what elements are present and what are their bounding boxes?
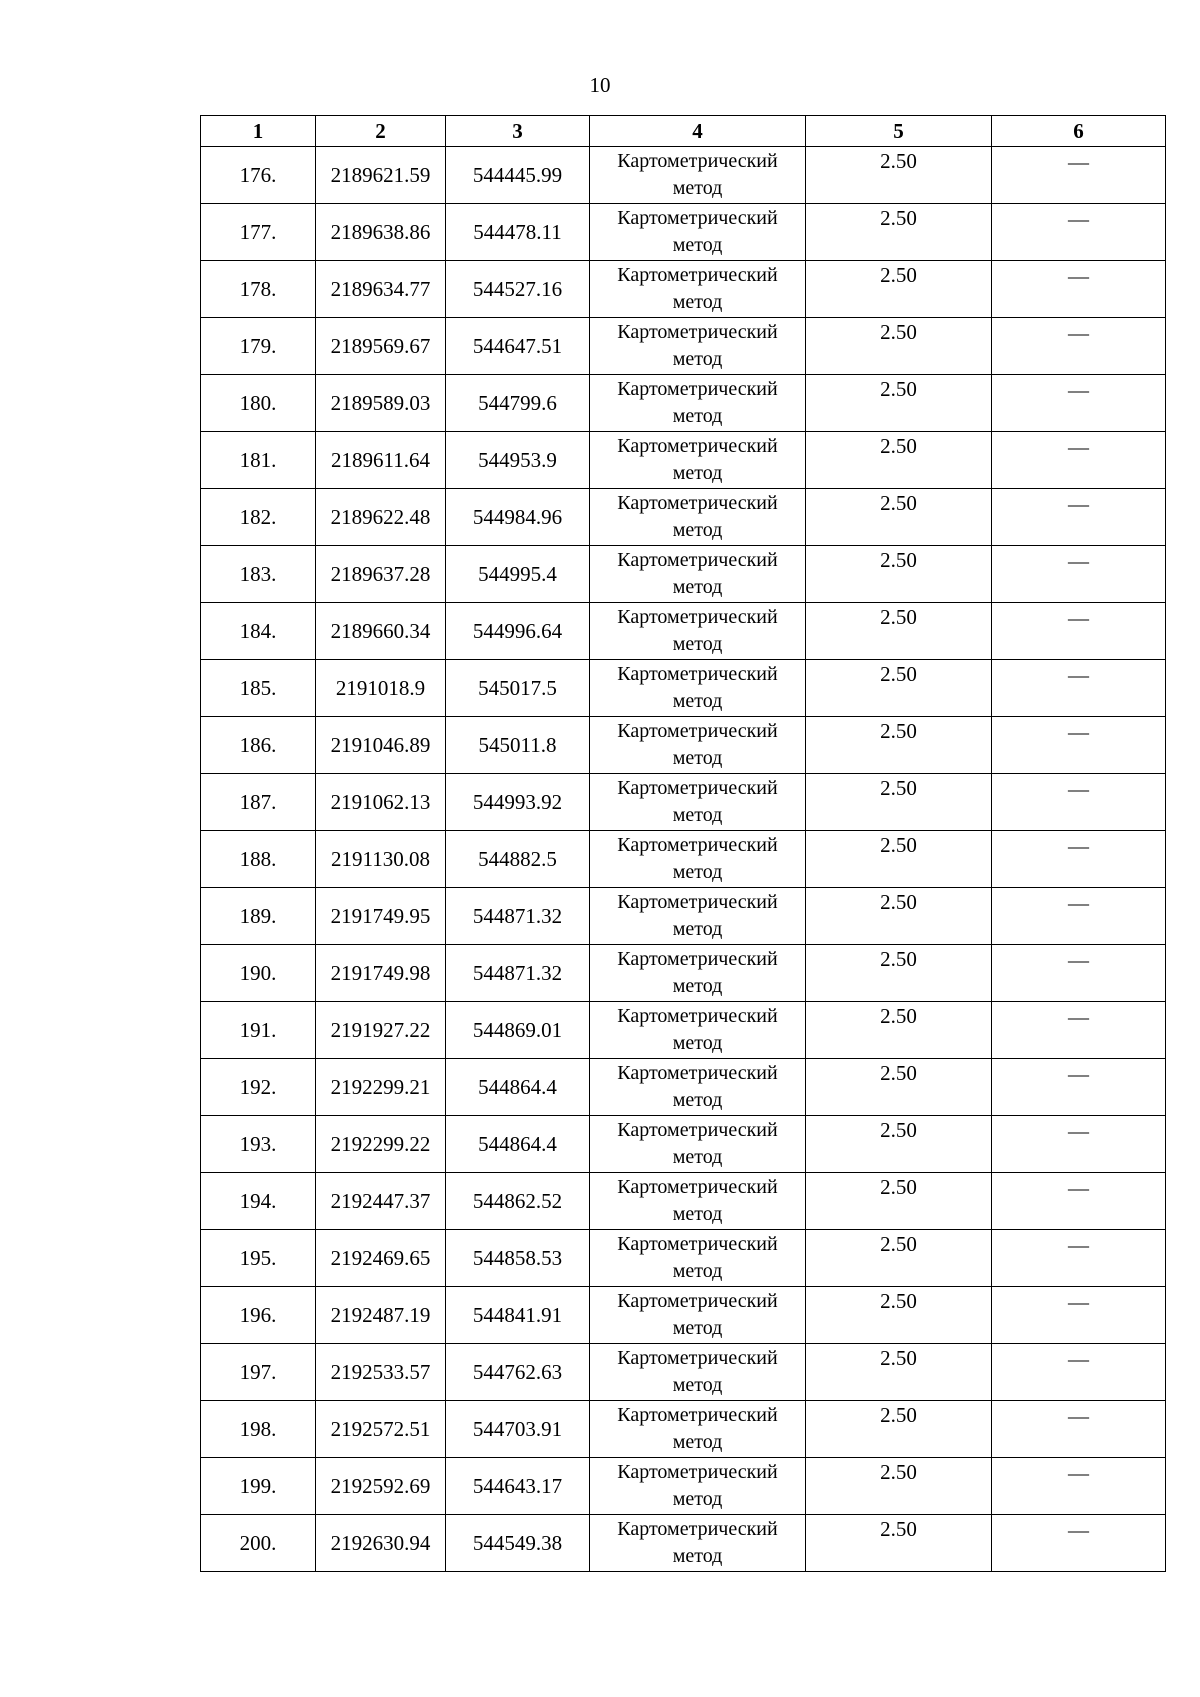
method-line-2: метод (672, 918, 723, 940)
method-line-2: метод (672, 1203, 723, 1225)
x-coordinate-cell: 2192592.69 (316, 1458, 446, 1515)
point-number-cell: 184. (201, 603, 316, 660)
accuracy-cell: 2.50 (806, 489, 992, 546)
point-number-cell: 191. (201, 1002, 316, 1059)
method-cell (590, 603, 806, 660)
description-cell: — (992, 546, 1166, 603)
method-line-2: метод (672, 690, 723, 712)
description-cell: — (992, 888, 1166, 945)
table-row (201, 831, 1166, 888)
point-number-cell: 192. (201, 1059, 316, 1116)
y-coordinate-cell: 544995.4 (446, 546, 590, 603)
method-line-2: метод (672, 1146, 723, 1168)
method-line-1: Картометрический (617, 1062, 778, 1084)
table-row (201, 147, 1166, 204)
description-cell: — (992, 261, 1166, 318)
accuracy-cell: 2.50 (806, 1458, 992, 1515)
table-row (201, 375, 1166, 432)
table-row (201, 660, 1166, 717)
method-line-1: Картометрический (617, 663, 778, 685)
accuracy-cell: 2.50 (806, 831, 992, 888)
y-coordinate-cell: 544647.51 (446, 318, 590, 375)
method-line-2: метод (672, 405, 723, 427)
x-coordinate-cell: 2189634.77 (316, 261, 446, 318)
y-coordinate-cell: 544478.11 (446, 204, 590, 261)
y-coordinate-cell: 544527.16 (446, 261, 590, 318)
x-coordinate-cell: 2192299.22 (316, 1116, 446, 1173)
method-cell (590, 1230, 806, 1287)
x-coordinate-cell: 2189638.86 (316, 204, 446, 261)
description-cell: — (992, 204, 1166, 261)
accuracy-cell: 2.50 (806, 1116, 992, 1173)
method-cell (590, 717, 806, 774)
table-row (201, 1116, 1166, 1173)
column-header-4: 4 (590, 116, 806, 147)
y-coordinate-cell: 544799.6 (446, 375, 590, 432)
y-coordinate-cell: 544841.91 (446, 1287, 590, 1344)
description-cell: — (992, 1173, 1166, 1230)
y-coordinate-cell: 544864.4 (446, 1116, 590, 1173)
method-line-2: метод (672, 633, 723, 655)
table-row (201, 1059, 1166, 1116)
method-line-2: метод (672, 348, 723, 370)
method-cell (590, 1116, 806, 1173)
description-cell: — (992, 1116, 1166, 1173)
table-row (201, 888, 1166, 945)
x-coordinate-cell: 2191130.08 (316, 831, 446, 888)
x-coordinate-cell: 2191062.13 (316, 774, 446, 831)
description-cell: — (992, 1059, 1166, 1116)
point-number-cell: 177. (201, 204, 316, 261)
method-line-2: метод (672, 1488, 723, 1510)
point-number-cell: 189. (201, 888, 316, 945)
x-coordinate-cell: 2189621.59 (316, 147, 446, 204)
method-line-1: Картометрический (617, 1119, 778, 1141)
method-line-1: Картометрический (617, 150, 778, 172)
table-row (201, 1344, 1166, 1401)
method-line-1: Картометрический (617, 777, 778, 799)
table-row (201, 945, 1166, 1002)
method-line-2: метод (672, 1032, 723, 1054)
point-number-cell: 182. (201, 489, 316, 546)
y-coordinate-cell: 544862.52 (446, 1173, 590, 1230)
point-number-cell: 179. (201, 318, 316, 375)
column-header-1: 1 (201, 116, 316, 147)
method-line-2: метод (672, 177, 723, 199)
method-cell (590, 888, 806, 945)
accuracy-cell: 2.50 (806, 1230, 992, 1287)
method-cell (590, 945, 806, 1002)
method-line-2: метод (672, 1545, 723, 1567)
accuracy-cell: 2.50 (806, 1002, 992, 1059)
point-number-cell: 194. (201, 1173, 316, 1230)
method-cell (590, 375, 806, 432)
table-row (201, 717, 1166, 774)
x-coordinate-cell: 2192572.51 (316, 1401, 446, 1458)
method-cell (590, 261, 806, 318)
x-coordinate-cell: 2192533.57 (316, 1344, 446, 1401)
method-cell (590, 1344, 806, 1401)
description-cell: — (992, 945, 1166, 1002)
point-number-cell: 196. (201, 1287, 316, 1344)
method-cell (590, 1515, 806, 1572)
method-cell (590, 204, 806, 261)
point-number-cell: 187. (201, 774, 316, 831)
method-cell (590, 774, 806, 831)
accuracy-cell: 2.50 (806, 945, 992, 1002)
table-header (201, 116, 1166, 147)
y-coordinate-cell: 544996.64 (446, 603, 590, 660)
description-cell: — (992, 1458, 1166, 1515)
table-row (201, 1401, 1166, 1458)
accuracy-cell: 2.50 (806, 318, 992, 375)
method-line-1: Картометрический (617, 264, 778, 286)
y-coordinate-cell: 545017.5 (446, 660, 590, 717)
x-coordinate-cell: 2189589.03 (316, 375, 446, 432)
method-cell (590, 1458, 806, 1515)
method-line-1: Картометрический (617, 1404, 778, 1426)
accuracy-cell: 2.50 (806, 432, 992, 489)
accuracy-cell: 2.50 (806, 1515, 992, 1572)
table-row (201, 1458, 1166, 1515)
description-cell: — (992, 1344, 1166, 1401)
description-cell: — (992, 318, 1166, 375)
method-line-2: метод (672, 747, 723, 769)
method-line-1: Картометрический (617, 606, 778, 628)
description-cell: — (992, 1401, 1166, 1458)
method-cell (590, 147, 806, 204)
accuracy-cell: 2.50 (806, 1059, 992, 1116)
point-number-cell: 190. (201, 945, 316, 1002)
y-coordinate-cell: 544871.32 (446, 888, 590, 945)
method-line-2: метод (672, 576, 723, 598)
method-line-2: метод (672, 234, 723, 256)
x-coordinate-cell: 2192630.94 (316, 1515, 446, 1572)
accuracy-cell: 2.50 (806, 261, 992, 318)
table-row (201, 204, 1166, 261)
method-line-1: Картометрический (617, 834, 778, 856)
point-number-cell: 198. (201, 1401, 316, 1458)
x-coordinate-cell: 2189637.28 (316, 546, 446, 603)
column-header-5: 5 (806, 116, 992, 147)
method-line-2: метод (672, 975, 723, 997)
method-line-1: Картометрический (617, 1461, 778, 1483)
method-cell (590, 831, 806, 888)
method-line-2: метод (672, 1317, 723, 1339)
method-line-1: Картометрический (617, 492, 778, 514)
method-line-1: Картометрический (617, 1518, 778, 1540)
x-coordinate-cell: 2192487.19 (316, 1287, 446, 1344)
accuracy-cell: 2.50 (806, 603, 992, 660)
method-line-1: Картометрический (617, 1176, 778, 1198)
y-coordinate-cell: 544445.99 (446, 147, 590, 204)
description-cell: — (992, 717, 1166, 774)
coordinates-table (200, 115, 1166, 1572)
table-row (201, 261, 1166, 318)
description-cell: — (992, 1287, 1166, 1344)
point-number-cell: 180. (201, 375, 316, 432)
x-coordinate-cell: 2192469.65 (316, 1230, 446, 1287)
description-cell: — (992, 1515, 1166, 1572)
method-cell (590, 660, 806, 717)
accuracy-cell: 2.50 (806, 204, 992, 261)
method-line-2: метод (672, 861, 723, 883)
method-line-2: метод (672, 519, 723, 541)
y-coordinate-cell: 544864.4 (446, 1059, 590, 1116)
method-cell (590, 1002, 806, 1059)
y-coordinate-cell: 544953.9 (446, 432, 590, 489)
accuracy-cell: 2.50 (806, 660, 992, 717)
x-coordinate-cell: 2189569.67 (316, 318, 446, 375)
table-row (201, 546, 1166, 603)
table-row (201, 774, 1166, 831)
accuracy-cell: 2.50 (806, 147, 992, 204)
description-cell: — (992, 660, 1166, 717)
table-row (201, 1002, 1166, 1059)
method-line-2: метод (672, 804, 723, 826)
method-line-1: Картометрический (617, 378, 778, 400)
method-line-1: Картометрический (617, 1005, 778, 1027)
point-number-cell: 193. (201, 1116, 316, 1173)
accuracy-cell: 2.50 (806, 1344, 992, 1401)
point-number-cell: 183. (201, 546, 316, 603)
method-cell (590, 318, 806, 375)
y-coordinate-cell: 544882.5 (446, 831, 590, 888)
method-line-1: Картометрический (617, 207, 778, 229)
point-number-cell: 176. (201, 147, 316, 204)
point-number-cell: 197. (201, 1344, 316, 1401)
description-cell: — (992, 375, 1166, 432)
method-line-1: Картометрический (617, 1233, 778, 1255)
description-cell: — (992, 603, 1166, 660)
method-cell (590, 1287, 806, 1344)
description-cell: — (992, 1002, 1166, 1059)
table-row (201, 1230, 1166, 1287)
y-coordinate-cell: 544549.38 (446, 1515, 590, 1572)
accuracy-cell: 2.50 (806, 774, 992, 831)
accuracy-cell: 2.50 (806, 1401, 992, 1458)
method-line-2: метод (672, 1431, 723, 1453)
y-coordinate-cell: 544984.96 (446, 489, 590, 546)
table-row (201, 1173, 1166, 1230)
x-coordinate-cell: 2189611.64 (316, 432, 446, 489)
x-coordinate-cell: 2189660.34 (316, 603, 446, 660)
page-number: 10 (589, 73, 611, 97)
method-cell (590, 432, 806, 489)
y-coordinate-cell: 544643.17 (446, 1458, 590, 1515)
description-cell: — (992, 1230, 1166, 1287)
method-line-2: метод (672, 1260, 723, 1282)
x-coordinate-cell: 2189622.48 (316, 489, 446, 546)
point-number-cell: 199. (201, 1458, 316, 1515)
method-line-1: Картометрический (617, 435, 778, 457)
method-cell (590, 1173, 806, 1230)
point-number-cell: 181. (201, 432, 316, 489)
method-cell (590, 1059, 806, 1116)
method-line-1: Картометрический (617, 549, 778, 571)
method-line-1: Картометрический (617, 321, 778, 343)
x-coordinate-cell: 2191046.89 (316, 717, 446, 774)
table-row (201, 1287, 1166, 1344)
x-coordinate-cell: 2192299.21 (316, 1059, 446, 1116)
y-coordinate-cell: 544993.92 (446, 774, 590, 831)
method-line-2: метод (672, 1374, 723, 1396)
method-line-1: Картометрический (617, 1347, 778, 1369)
y-coordinate-cell: 544869.01 (446, 1002, 590, 1059)
accuracy-cell: 2.50 (806, 375, 992, 432)
y-coordinate-cell: 544762.63 (446, 1344, 590, 1401)
header-row (201, 116, 1166, 147)
description-cell: — (992, 432, 1166, 489)
table-row (201, 489, 1166, 546)
column-header-3: 3 (446, 116, 590, 147)
accuracy-cell: 2.50 (806, 1173, 992, 1230)
description-cell: — (992, 831, 1166, 888)
method-cell (590, 1401, 806, 1458)
description-cell: — (992, 489, 1166, 546)
method-line-1: Картометрический (617, 1290, 778, 1312)
x-coordinate-cell: 2192447.37 (316, 1173, 446, 1230)
description-cell: — (992, 147, 1166, 204)
y-coordinate-cell: 544703.91 (446, 1401, 590, 1458)
method-line-2: метод (672, 1089, 723, 1111)
method-cell (590, 489, 806, 546)
accuracy-cell: 2.50 (806, 717, 992, 774)
x-coordinate-cell: 2191018.9 (316, 660, 446, 717)
point-number-cell: 200. (201, 1515, 316, 1572)
y-coordinate-cell: 545011.8 (446, 717, 590, 774)
x-coordinate-cell: 2191749.95 (316, 888, 446, 945)
table-row (201, 432, 1166, 489)
method-cell (590, 546, 806, 603)
table-row (201, 318, 1166, 375)
point-number-cell: 185. (201, 660, 316, 717)
point-number-cell: 195. (201, 1230, 316, 1287)
method-line-1: Картометрический (617, 948, 778, 970)
table-row (201, 1515, 1166, 1572)
x-coordinate-cell: 2191749.98 (316, 945, 446, 1002)
column-header-6: 6 (992, 116, 1166, 147)
column-header-2: 2 (316, 116, 446, 147)
point-number-cell: 188. (201, 831, 316, 888)
table-row (201, 603, 1166, 660)
method-line-1: Картометрический (617, 720, 778, 742)
method-line-2: метод (672, 462, 723, 484)
y-coordinate-cell: 544871.32 (446, 945, 590, 1002)
method-line-1: Картометрический (617, 891, 778, 913)
method-line-2: метод (672, 291, 723, 313)
point-number-cell: 186. (201, 717, 316, 774)
table-body (201, 147, 1166, 1572)
accuracy-cell: 2.50 (806, 1287, 992, 1344)
point-number-cell: 178. (201, 261, 316, 318)
x-coordinate-cell: 2191927.22 (316, 1002, 446, 1059)
y-coordinate-cell: 544858.53 (446, 1230, 590, 1287)
accuracy-cell: 2.50 (806, 546, 992, 603)
accuracy-cell: 2.50 (806, 888, 992, 945)
description-cell: — (992, 774, 1166, 831)
